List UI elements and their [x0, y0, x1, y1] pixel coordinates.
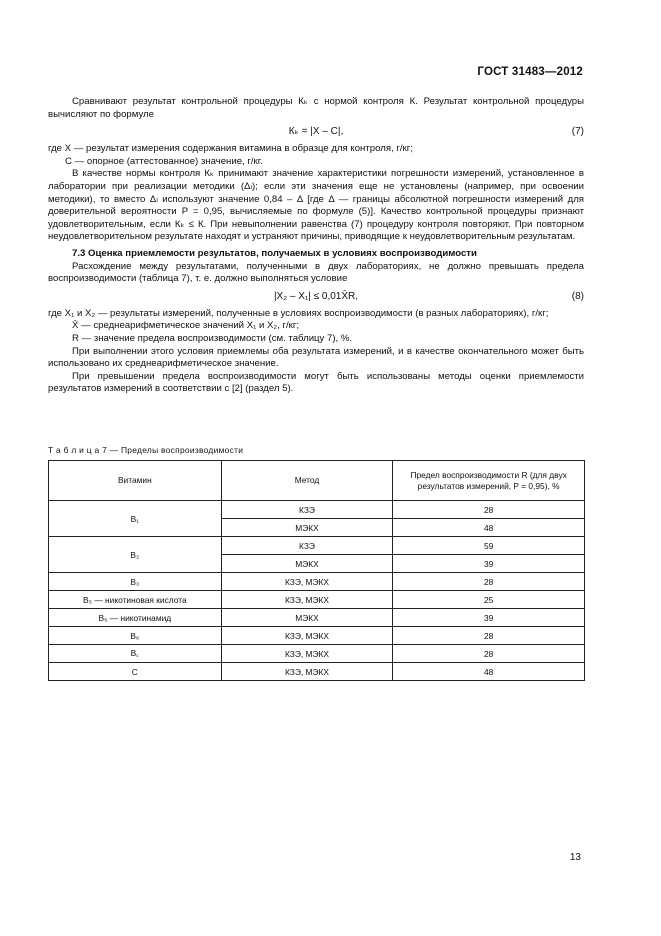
definition-c: C — опорное (аттестованное) значение, г/кг. — [65, 155, 263, 167]
cell-method: КЗЭ, МЭКХ — [221, 645, 393, 663]
table-row — [49, 573, 585, 591]
table-row — [49, 627, 585, 645]
cell-vitamin: B₁ — [49, 501, 222, 537]
formula-8-number: (8) — [571, 290, 584, 302]
definition-xbar: X̄ — среднеарифметическое значений X₁ и X₂, г/кг; — [72, 320, 300, 332]
header-limit: Предел воспроизводимости R (для двух результатов измерений, P = 0,95), % — [393, 461, 585, 501]
cell-method: КЗЭ — [221, 501, 393, 519]
cell-method: КЗЭ, МЭКХ — [221, 573, 393, 591]
table-row — [49, 645, 585, 663]
cell-value: 28 — [393, 627, 585, 645]
formula-8-expression: |X₂ – X₁| ≤ 0,01X̄R, — [273, 290, 359, 302]
cell-value: 48 — [393, 663, 585, 681]
formula-7-expression: Кₖ = |X – C|, — [288, 126, 344, 138]
cell-method: МЭКХ — [221, 519, 393, 537]
main-text — [48, 96, 584, 396]
definition-r: R — значение предела воспроизводимости (см. таблицу 7), %. — [72, 332, 353, 344]
paragraph-norm: В качестве нормы контроля Кₖ принимают значение характеристики погрешности измерений, установленное в лаборатории при реализации методики (Δₗ); если эти значения еще не установлены (например, при освоении методики), то вместо Δₗ используют значение 0,84 – Δ [где Δ — границы абсолютной погрешности измерений для доверительной вероятности P = 0,95, вычисляемые по формуле (5)]. Качество контрольной процедуры признают удовлетворительным, если Кₖ ≤ К. При невыполнении равенства (7) процедуру контроля повторяют. При повторном неудовлетворительном результате находят и устраняют причины, приводящие к неудовлетворительным результатам. — [48, 168, 584, 243]
formula-8 — [48, 289, 584, 306]
cell-vitamin: B₅ — никотинамид — [49, 609, 222, 627]
paragraph-exceeded: При превышении предела воспроизводимости могут быть использованы методы оценки приемлемости результатов измерений в соответствии с [2] (раздел 5). — [48, 370, 584, 395]
cell-value: 28 — [393, 573, 585, 591]
cell-method: КЗЭ, МЭКХ — [221, 663, 393, 681]
cell-method: МЭКХ — [221, 555, 393, 573]
table-row — [49, 537, 585, 555]
cell-method: КЗЭ, МЭКХ — [221, 591, 393, 609]
cell-vitamin: B₆ — [49, 627, 222, 645]
section-heading-7-3: 7.3 Оценка приемлемости результатов, получаемых в условиях воспроизводимости — [72, 247, 477, 259]
cell-vitamin: B꜀ — [49, 645, 222, 663]
table-row — [49, 663, 585, 681]
cell-value: 48 — [393, 519, 585, 537]
cell-method: МЭКХ — [221, 609, 393, 627]
cell-value: 28 — [393, 645, 585, 663]
formula-7 — [48, 124, 584, 141]
cell-method: КЗЭ, МЭКХ — [221, 627, 393, 645]
table-row — [49, 501, 585, 519]
cell-value: 25 — [393, 591, 585, 609]
cell-vitamin: B₅ — никотиновая кислота — [49, 591, 222, 609]
reproducibility-table — [48, 460, 585, 681]
cell-vitamin: B₃ — [49, 573, 222, 591]
formula-7-number: (7) — [571, 126, 584, 138]
table-header-row — [49, 461, 585, 501]
cell-vitamin: B₂ — [49, 537, 222, 573]
table-caption: Т а б л и ц а 7 — Пределы воспроизводимости — [48, 445, 244, 455]
paragraph-acceptable: При выполнении этого условия приемлемы оба результата измерений, и в качестве окончательного может быть использовано их среднеарифметическое значение. — [48, 345, 584, 370]
paragraph-discrepancy: Расхождение между результатами, полученными в двух лабораториях, не должно превышать предела воспроизводимости (таблица 7), т. е. должно выполняться условие — [48, 260, 584, 285]
cell-value: 39 — [393, 609, 585, 627]
paragraph-control-procedure: Сравнивают результат контрольной процедуры Кₖ с нормой контроля К. Результат контрольной процедуры вычисляют по формуле — [48, 96, 584, 120]
header-method: Метод — [221, 461, 393, 501]
definition-x1-x2: где X₁ и X₂ — результаты измерений, полученные в условиях воспроизводимости (в разных лабораториях), г/кг; — [48, 307, 549, 319]
cell-method: КЗЭ — [221, 537, 393, 555]
standard-number: ГОСТ 31483—2012 — [477, 66, 583, 78]
cell-value: 28 — [393, 501, 585, 519]
table-row — [49, 591, 585, 609]
definition-x: где X — результат измерения содержания витамина в образце для контроля, г/кг; — [48, 143, 413, 155]
cell-value: 39 — [393, 555, 585, 573]
header-vitamin: Витамин — [49, 461, 222, 501]
cell-value: 59 — [393, 537, 585, 555]
page-number: 13 — [569, 852, 581, 863]
cell-vitamin: C — [49, 663, 222, 681]
table-row — [49, 609, 585, 627]
